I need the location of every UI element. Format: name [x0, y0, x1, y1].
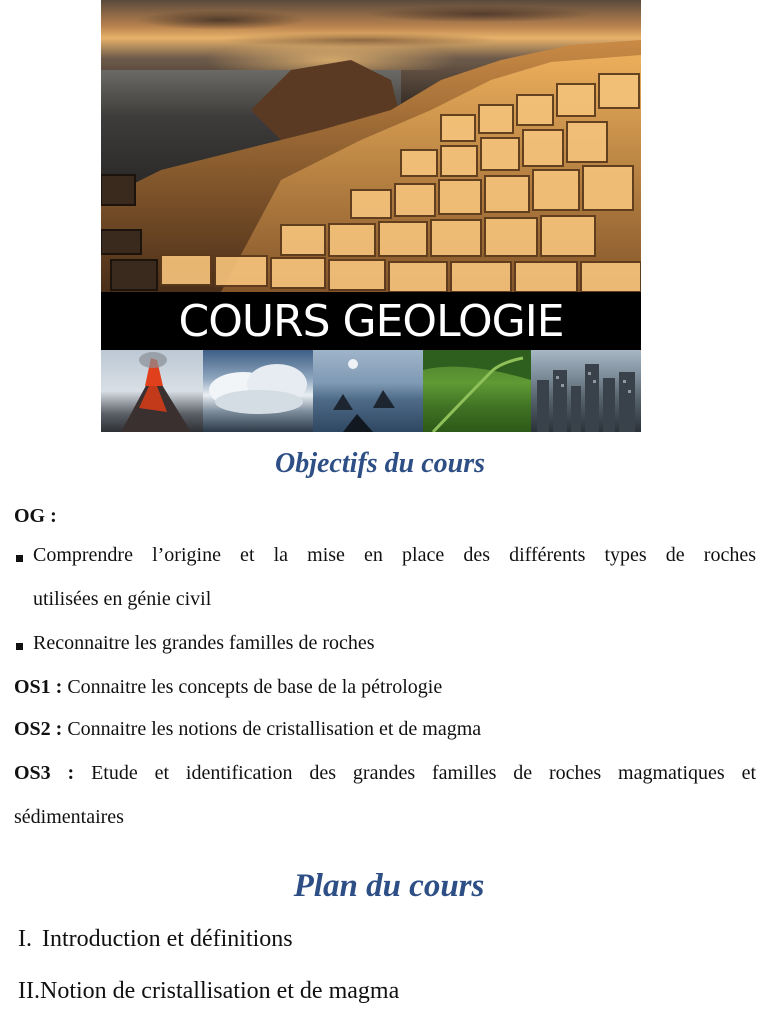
os1-text: Connaitre les concepts de base de la pétrologie: [62, 676, 443, 698]
os2-text: Connaitre les notions de cristallisation et de magma: [62, 718, 482, 740]
cover-image: [101, 0, 641, 432]
objectives-heading: Objectifs du cours: [275, 448, 485, 479]
city-thumbnail: [531, 350, 641, 432]
square-bullet-icon: [16, 643, 23, 650]
objective-bullet-2: [14, 632, 375, 655]
plan-heading: Plan du cours: [293, 868, 485, 904]
plan-item-number: I.: [18, 926, 32, 952]
os1-label: OS1 :: [14, 676, 63, 698]
os3-line: [14, 762, 756, 785]
sea-rocks-thumbnail: [313, 350, 423, 432]
os3-text: Etude et identification des grandes familles de roches magmatiques et: [74, 762, 756, 784]
cover-title-band: [101, 292, 641, 350]
volcano-thumbnail: [101, 350, 203, 432]
plan-item-number: II.: [18, 978, 40, 1004]
green-valley-thumbnail: [423, 350, 531, 432]
cover-title: COURS GEOLOGIE: [178, 295, 564, 347]
os2-label: OS2 :: [14, 718, 63, 740]
cover-photo-basalt-columns: [101, 0, 641, 292]
basalt-columns-illustration: [101, 0, 641, 292]
os3-text-continued: sédimentaires: [14, 806, 124, 828]
plan-item-text: Notion de cristallisation et de magma: [39, 978, 400, 1004]
square-bullet-icon: [16, 555, 23, 562]
os3-label: OS3 :: [14, 762, 75, 784]
plan-item-1: [18, 926, 293, 953]
os1-line: [14, 676, 442, 699]
thumbnail-strip: [101, 350, 641, 432]
og-label: OG :: [14, 505, 57, 527]
plan-item-text: Introduction et définitions: [42, 926, 293, 952]
bullet-text-continued: utilisées en génie civil: [33, 588, 212, 610]
clouds-thumbnail: [203, 350, 313, 432]
os2-line: [14, 718, 481, 741]
bullet-text: Comprendre l’origine et la mise en place des différents types de roches: [33, 544, 756, 566]
plan-item-2: [18, 978, 399, 1005]
bullet-text: Reconnaitre les grandes familles de roches: [33, 632, 375, 654]
objective-bullet-1: [14, 544, 756, 567]
